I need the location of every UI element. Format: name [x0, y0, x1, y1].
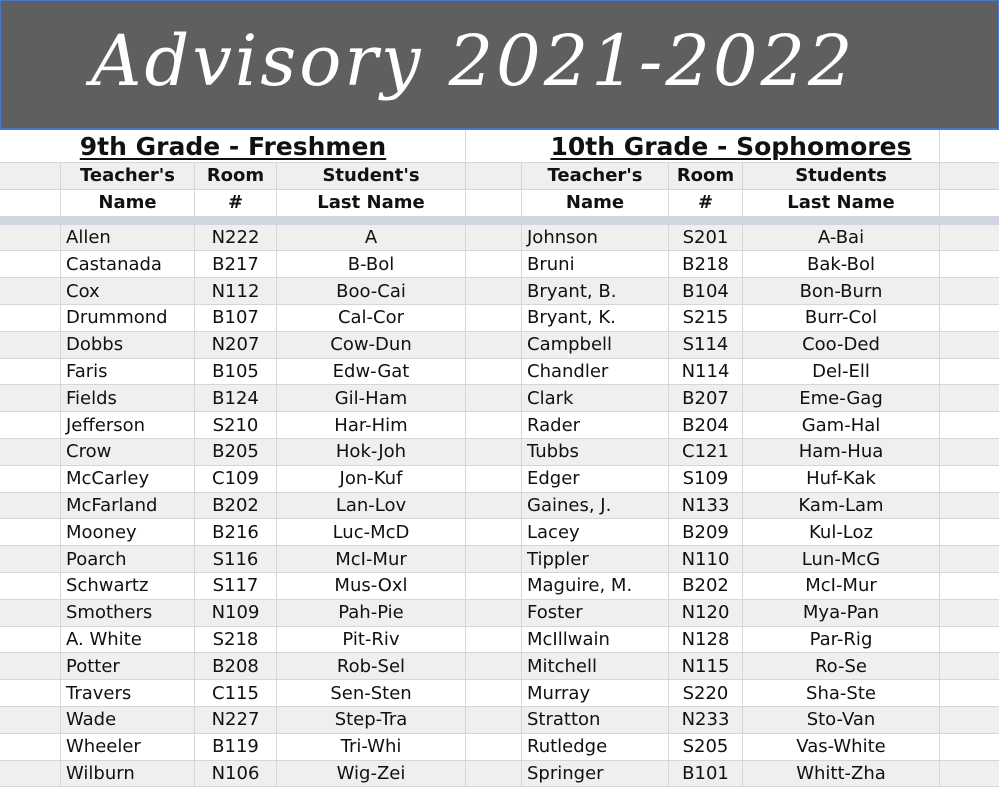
- column-header-row-bottom: [0, 190, 999, 217]
- teacher-name-cell[interactable]: Jefferson: [61, 412, 195, 438]
- students-range-cell[interactable]: Har-Him: [277, 412, 466, 438]
- teacher-name-cell[interactable]: Tippler: [522, 546, 669, 572]
- room-cell[interactable]: N110: [669, 546, 743, 572]
- students-range-cell[interactable]: Boo-Cai: [277, 278, 466, 304]
- grid-cell[interactable]: [940, 653, 999, 679]
- students-range-cell[interactable]: Step-Tra: [277, 707, 466, 733]
- students-range-cell[interactable]: Mus-Oxl: [277, 573, 466, 599]
- teacher-name-cell[interactable]: Drummond: [61, 305, 195, 331]
- table-row: [0, 573, 999, 600]
- room-cell[interactable]: N207: [195, 332, 277, 358]
- table-row: [0, 707, 999, 734]
- grade10-title: 10th Grade - Sophomores: [550, 132, 912, 161]
- room-cell[interactable]: N109: [195, 600, 277, 626]
- table-row: [0, 359, 999, 386]
- students-range-cell[interactable]: McI-Mur: [277, 546, 466, 572]
- room-cell[interactable]: N128: [669, 627, 743, 653]
- table-row: [0, 332, 999, 359]
- grid-cell[interactable]: [466, 466, 522, 492]
- grid-cell[interactable]: [0, 707, 61, 733]
- students-range-cell[interactable]: Luc-McD: [277, 519, 466, 545]
- students-range-cell[interactable]: Gil-Ham: [277, 385, 466, 411]
- room-cell[interactable]: S220: [669, 680, 743, 706]
- room-cell[interactable]: S205: [669, 734, 743, 760]
- grid-cell[interactable]: [940, 466, 999, 492]
- students-range-cell[interactable]: Sen-Sten: [277, 680, 466, 706]
- grid-cell[interactable]: [466, 332, 522, 358]
- teacher-name-cell[interactable]: Crow: [61, 439, 195, 465]
- teacher-name-cell[interactable]: Chandler: [522, 359, 669, 385]
- grid-cell[interactable]: [466, 600, 522, 626]
- students-range-cell[interactable]: B-Bol: [277, 251, 466, 277]
- teacher-name-cell[interactable]: Cox: [61, 278, 195, 304]
- teacher-name-cell[interactable]: Murray: [522, 680, 669, 706]
- grid-cell[interactable]: [940, 305, 999, 331]
- grid-cell[interactable]: [940, 190, 999, 216]
- students-range-cell[interactable]: Burr-Col: [743, 305, 940, 331]
- grid-cell[interactable]: [0, 519, 61, 545]
- grid-cell[interactable]: [940, 707, 999, 733]
- grid-cell[interactable]: [0, 332, 61, 358]
- grid-cell[interactable]: [466, 305, 522, 331]
- teacher-name-cell[interactable]: Smothers: [61, 600, 195, 626]
- grid-cell[interactable]: [466, 251, 522, 277]
- header-last-name[interactable]: Last Name: [743, 190, 940, 216]
- room-cell[interactable]: B107: [195, 305, 277, 331]
- grid-cell[interactable]: [940, 163, 999, 189]
- room-cell[interactable]: S109: [669, 466, 743, 492]
- header-banner: [0, 0, 999, 130]
- grid-cell[interactable]: [940, 519, 999, 545]
- header-teacher[interactable]: Teacher's: [522, 163, 669, 189]
- teacher-name-cell[interactable]: Poarch: [61, 546, 195, 572]
- grid-cell[interactable]: [0, 600, 61, 626]
- grid-cell[interactable]: [466, 546, 522, 572]
- grid-cell[interactable]: [0, 251, 61, 277]
- table-row: [0, 734, 999, 761]
- room-cell[interactable]: N114: [669, 359, 743, 385]
- header-room[interactable]: Room: [195, 163, 277, 189]
- grade9-title: 9th Grade - Freshmen: [79, 132, 387, 161]
- table-row: [0, 305, 999, 332]
- room-cell[interactable]: B202: [669, 573, 743, 599]
- grid-cell[interactable]: [940, 359, 999, 385]
- students-range-cell[interactable]: Lun-McG: [743, 546, 940, 572]
- grid-cell[interactable]: [940, 734, 999, 760]
- students-range-cell[interactable]: Cal-Cor: [277, 305, 466, 331]
- grid-cell[interactable]: [940, 412, 999, 438]
- room-cell[interactable]: B204: [669, 412, 743, 438]
- students-range-cell[interactable]: Jon-Kuf: [277, 466, 466, 492]
- students-range-cell[interactable]: Eme-Gag: [743, 385, 940, 411]
- students-range-cell[interactable]: McI-Mur: [743, 573, 940, 599]
- grid-cell[interactable]: [0, 305, 61, 331]
- grid-cell[interactable]: [466, 163, 522, 189]
- room-cell[interactable]: N120: [669, 600, 743, 626]
- students-range-cell[interactable]: Huf-Kak: [743, 466, 940, 492]
- students-range-cell[interactable]: Rob-Sel: [277, 653, 466, 679]
- students-range-cell[interactable]: Bon-Burn: [743, 278, 940, 304]
- grid-cell[interactable]: [466, 627, 522, 653]
- table-row: [0, 466, 999, 493]
- table-row: [0, 385, 999, 412]
- grid-cell[interactable]: [466, 439, 522, 465]
- teacher-name-cell[interactable]: McFarland: [61, 493, 195, 519]
- teacher-name-cell[interactable]: Rader: [522, 412, 669, 438]
- grid-cell[interactable]: [466, 680, 522, 706]
- teacher-name-cell[interactable]: Edger: [522, 466, 669, 492]
- room-cell[interactable]: C115: [195, 680, 277, 706]
- header-name[interactable]: Name: [61, 190, 195, 216]
- room-cell[interactable]: B124: [195, 385, 277, 411]
- room-cell[interactable]: B218: [669, 251, 743, 277]
- grid-cell[interactable]: [0, 278, 61, 304]
- grid-cell[interactable]: [940, 600, 999, 626]
- grid-cell[interactable]: [466, 278, 522, 304]
- grid-cell[interactable]: [940, 278, 999, 304]
- students-range-cell[interactable]: Ham-Hua: [743, 439, 940, 465]
- grid-cell[interactable]: [0, 573, 61, 599]
- header-teacher[interactable]: Teacher's: [61, 163, 195, 189]
- grid-cell[interactable]: [466, 519, 522, 545]
- teacher-name-cell[interactable]: Tubbs: [522, 439, 669, 465]
- teacher-name-cell[interactable]: Faris: [61, 359, 195, 385]
- room-cell[interactable]: B208: [195, 653, 277, 679]
- header-students[interactable]: Student's: [277, 163, 466, 189]
- students-range-cell[interactable]: Whitt-Zha: [743, 761, 940, 787]
- grid-cell[interactable]: [466, 653, 522, 679]
- grid-cell[interactable]: [466, 412, 522, 438]
- teacher-name-cell[interactable]: A. White: [61, 627, 195, 653]
- grid-cell[interactable]: [0, 225, 61, 251]
- header-number[interactable]: #: [195, 190, 277, 216]
- students-range-cell[interactable]: Sha-Ste: [743, 680, 940, 706]
- grid-cell[interactable]: [0, 761, 61, 787]
- students-range-cell[interactable]: Kul-Loz: [743, 519, 940, 545]
- table-row: [0, 600, 999, 627]
- grid-cell[interactable]: [0, 734, 61, 760]
- table-row: [0, 439, 999, 466]
- teacher-name-cell[interactable]: Maguire, M.: [522, 573, 669, 599]
- teacher-name-cell[interactable]: McIllwain: [522, 627, 669, 653]
- teacher-name-cell[interactable]: Bryant, B.: [522, 278, 669, 304]
- grid-cell[interactable]: [0, 163, 61, 189]
- page-title: Advisory 2021-2022: [91, 20, 856, 102]
- room-cell[interactable]: N106: [195, 761, 277, 787]
- students-range-cell[interactable]: Bak-Bol: [743, 251, 940, 277]
- grid-cell[interactable]: [466, 385, 522, 411]
- grid-cell[interactable]: [0, 627, 61, 653]
- grid-cell[interactable]: [0, 190, 61, 216]
- grid-cell[interactable]: [940, 225, 999, 251]
- grid-cell[interactable]: [0, 680, 61, 706]
- students-range-cell[interactable]: Gam-Hal: [743, 412, 940, 438]
- room-cell[interactable]: S114: [669, 332, 743, 358]
- teacher-name-cell[interactable]: Mitchell: [522, 653, 669, 679]
- column-header-row-top: [0, 163, 999, 190]
- teacher-name-cell[interactable]: Mooney: [61, 519, 195, 545]
- students-range-cell[interactable]: Tri-Whi: [277, 734, 466, 760]
- room-cell[interactable]: N115: [669, 653, 743, 679]
- header-number[interactable]: #: [669, 190, 743, 216]
- grid-cell[interactable]: [940, 680, 999, 706]
- teacher-name-cell[interactable]: Wilburn: [61, 761, 195, 787]
- teacher-name-cell[interactable]: Castanada: [61, 251, 195, 277]
- students-range-cell[interactable]: Pah-Pie: [277, 600, 466, 626]
- grid-cell[interactable]: [0, 385, 61, 411]
- teacher-name-cell[interactable]: Schwartz: [61, 573, 195, 599]
- header-room[interactable]: Room: [669, 163, 743, 189]
- room-cell[interactable]: S210: [195, 412, 277, 438]
- grid-cell[interactable]: [0, 546, 61, 572]
- room-cell[interactable]: C121: [669, 439, 743, 465]
- table-row: [0, 519, 999, 546]
- advisory-rows: [0, 225, 999, 788]
- teacher-name-cell[interactable]: Fields: [61, 385, 195, 411]
- teacher-name-cell[interactable]: Bryant, K.: [522, 305, 669, 331]
- grid-cell[interactable]: [0, 439, 61, 465]
- table-row: [0, 225, 999, 252]
- students-range-cell[interactable]: Hok-Joh: [277, 439, 466, 465]
- students-range-cell[interactable]: Ro-Se: [743, 653, 940, 679]
- room-cell[interactable]: B217: [195, 251, 277, 277]
- students-range-cell[interactable]: A: [277, 225, 466, 251]
- table-row: [0, 761, 999, 788]
- students-range-cell[interactable]: Sto-Van: [743, 707, 940, 733]
- grid-cell[interactable]: [940, 332, 999, 358]
- room-cell[interactable]: C109: [195, 466, 277, 492]
- grid-cell[interactable]: [940, 493, 999, 519]
- grid-cell[interactable]: [466, 734, 522, 760]
- students-range-cell[interactable]: Lan-Lov: [277, 493, 466, 519]
- grid-cell[interactable]: [466, 707, 522, 733]
- header-students[interactable]: Students: [743, 163, 940, 189]
- header-last-name[interactable]: Last Name: [277, 190, 466, 216]
- grid-cell[interactable]: [466, 190, 522, 216]
- grid-cell[interactable]: [0, 653, 61, 679]
- students-range-cell[interactable]: Coo-Ded: [743, 332, 940, 358]
- room-cell[interactable]: N222: [195, 225, 277, 251]
- teacher-name-cell[interactable]: Bruni: [522, 251, 669, 277]
- grid-cell[interactable]: [466, 573, 522, 599]
- students-range-cell[interactable]: Mya-Pan: [743, 600, 940, 626]
- room-cell[interactable]: N112: [195, 278, 277, 304]
- students-range-cell[interactable]: Del-Ell: [743, 359, 940, 385]
- teacher-name-cell[interactable]: Travers: [61, 680, 195, 706]
- room-cell[interactable]: B104: [669, 278, 743, 304]
- students-range-cell[interactable]: Kam-Lam: [743, 493, 940, 519]
- room-cell[interactable]: S215: [669, 305, 743, 331]
- room-cell[interactable]: B202: [195, 493, 277, 519]
- room-cell[interactable]: B209: [669, 519, 743, 545]
- teacher-name-cell[interactable]: Potter: [61, 653, 195, 679]
- room-cell[interactable]: B216: [195, 519, 277, 545]
- room-cell[interactable]: B205: [195, 439, 277, 465]
- grid-cell[interactable]: [466, 493, 522, 519]
- room-cell[interactable]: S117: [195, 573, 277, 599]
- table-row: [0, 412, 999, 439]
- grid-cell[interactable]: [466, 225, 522, 251]
- teacher-name-cell[interactable]: Gaines, J.: [522, 493, 669, 519]
- teacher-name-cell[interactable]: Foster: [522, 600, 669, 626]
- teacher-name-cell[interactable]: Springer: [522, 761, 669, 787]
- teacher-name-cell[interactable]: Stratton: [522, 707, 669, 733]
- students-range-cell[interactable]: Cow-Dun: [277, 332, 466, 358]
- students-range-cell[interactable]: Par-Rig: [743, 627, 940, 653]
- room-cell[interactable]: S201: [669, 225, 743, 251]
- room-cell[interactable]: B101: [669, 761, 743, 787]
- teacher-name-cell[interactable]: Wheeler: [61, 734, 195, 760]
- grid-cell[interactable]: [940, 439, 999, 465]
- table-row: [0, 278, 999, 305]
- grid-cell[interactable]: [940, 251, 999, 277]
- table-row: [0, 546, 999, 573]
- teacher-name-cell[interactable]: Clark: [522, 385, 669, 411]
- table-row: [0, 653, 999, 680]
- teacher-name-cell[interactable]: Johnson: [522, 225, 669, 251]
- table-row: [0, 680, 999, 707]
- header-separator: [0, 217, 999, 225]
- table-row: [0, 627, 999, 654]
- header-name[interactable]: Name: [522, 190, 669, 216]
- room-cell[interactable]: N233: [669, 707, 743, 733]
- students-range-cell[interactable]: Wig-Zei: [277, 761, 466, 787]
- spreadsheet-grid: [0, 130, 999, 787]
- room-cell[interactable]: B207: [669, 385, 743, 411]
- students-range-cell[interactable]: Edw-Gat: [277, 359, 466, 385]
- grid-cell[interactable]: [466, 359, 522, 385]
- students-range-cell[interactable]: Pit-Riv: [277, 627, 466, 653]
- table-row: [0, 251, 999, 278]
- grade-title-row: [0, 130, 999, 163]
- table-row: [0, 493, 999, 520]
- grid-cell[interactable]: [0, 359, 61, 385]
- teacher-name-cell[interactable]: Allen: [61, 225, 195, 251]
- teacher-name-cell[interactable]: Campbell: [522, 332, 669, 358]
- students-range-cell[interactable]: Vas-White: [743, 734, 940, 760]
- teacher-name-cell[interactable]: Rutledge: [522, 734, 669, 760]
- teacher-name-cell[interactable]: Dobbs: [61, 332, 195, 358]
- room-cell[interactable]: S218: [195, 627, 277, 653]
- room-cell[interactable]: N133: [669, 493, 743, 519]
- teacher-name-cell[interactable]: McCarley: [61, 466, 195, 492]
- room-cell[interactable]: B105: [195, 359, 277, 385]
- grid-cell[interactable]: [940, 573, 999, 599]
- grid-cell[interactable]: [940, 546, 999, 572]
- grid-cell[interactable]: [0, 466, 61, 492]
- room-cell[interactable]: B119: [195, 734, 277, 760]
- students-range-cell[interactable]: A-Bai: [743, 225, 940, 251]
- grid-cell[interactable]: [940, 385, 999, 411]
- teacher-name-cell[interactable]: Wade: [61, 707, 195, 733]
- grid-cell[interactable]: [466, 761, 522, 787]
- grid-cell[interactable]: [0, 412, 61, 438]
- room-cell[interactable]: N227: [195, 707, 277, 733]
- grid-cell[interactable]: [940, 627, 999, 653]
- grid-cell[interactable]: [940, 761, 999, 787]
- room-cell[interactable]: S116: [195, 546, 277, 572]
- grid-cell[interactable]: [0, 493, 61, 519]
- teacher-name-cell[interactable]: Lacey: [522, 519, 669, 545]
